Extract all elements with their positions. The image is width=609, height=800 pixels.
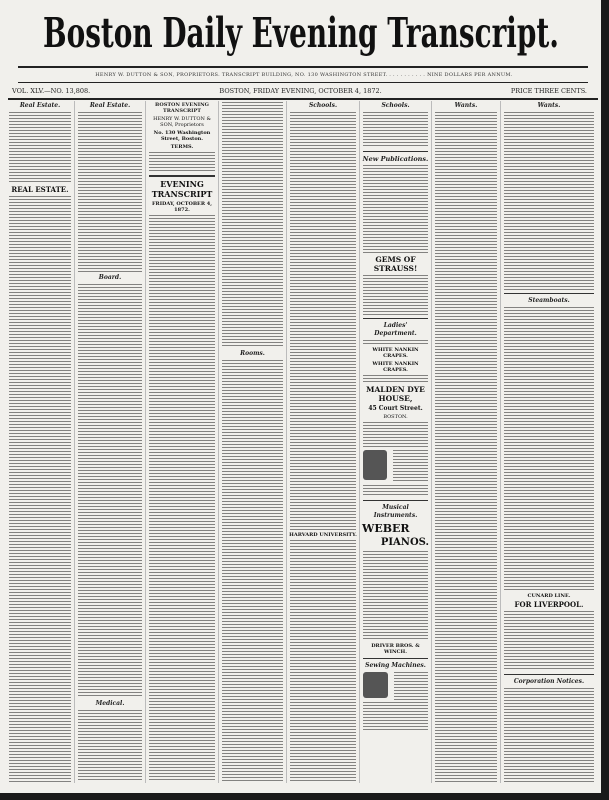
divider [363, 500, 428, 501]
column-wants-2 [501, 101, 597, 783]
divider [149, 175, 215, 177]
proprietors: HENRY W. DUTTON & SON, Proprietors [153, 116, 211, 128]
body-text-block [504, 688, 594, 782]
ad-headline: REAL ESTATE. [11, 185, 69, 194]
rule [18, 66, 588, 68]
section-heading: Steamboats. [528, 297, 570, 304]
section-heading: New Publications. [362, 155, 429, 163]
column-real-estate-1 [6, 101, 75, 783]
column-schools [287, 101, 360, 783]
section-heading: Real Estate. [89, 102, 131, 109]
sewing-machine-illustration [363, 672, 388, 698]
body-text-block [363, 422, 428, 448]
body-text-block [149, 152, 215, 162]
body-text-block [363, 165, 428, 253]
ad-headline: FOR LIVERPOOL. [514, 600, 584, 609]
section-heading: Corporation Notices. [513, 678, 585, 686]
body-text-block [504, 611, 594, 671]
dateline: BOSTON, FRIDAY EVENING, OCTOBER 4, 1872. [219, 87, 382, 95]
imprint-line: HENRY W. DUTTON & SON, PROPRIETORS. TRANSCRIPT BUILDING, NO. 130 WASHINGTON STREET. . . . . . . . . . . NINE DOLLARS PER ANNUM. [95, 72, 513, 78]
column-articles [219, 101, 287, 783]
ad-headline: WHITE NANKIN CRAPES. [372, 347, 419, 359]
body-text-block [363, 375, 428, 383]
section-heading: Medical. [95, 700, 125, 707]
price: PRICE THREE CENTS. [510, 87, 587, 95]
section-heading: Real Estate. [19, 102, 61, 109]
body-text-block [393, 450, 428, 483]
body-text-block [9, 196, 71, 782]
body-text-block [149, 215, 215, 782]
rule [8, 98, 598, 100]
sewing-machine-ad [360, 671, 431, 701]
divider [504, 293, 594, 294]
volume-number: VOL. XLV.—NO. 13,808. [12, 87, 91, 95]
body-text-block [149, 164, 215, 172]
ad-headline: HARVARD UNIVERSITY. [289, 532, 357, 538]
column-publications [360, 101, 432, 783]
divider [363, 318, 428, 319]
ad-city: BOSTON. [383, 414, 408, 421]
ad-headline: PIANOS. [380, 537, 429, 549]
column-editorial [146, 101, 219, 783]
section-heading: Schools. [381, 102, 410, 109]
divider [363, 658, 428, 659]
body-text-block [222, 102, 283, 348]
body-text-block [78, 284, 142, 698]
paper-date: FRIDAY, OCTOBER 4, 1872. [152, 201, 212, 214]
corset-illustration [363, 450, 387, 480]
body-text-block [504, 112, 594, 290]
section-heading: BOSTON EVENING TRANSCRIPT [155, 102, 209, 114]
corset-ad [360, 449, 431, 484]
ad-headline: DRIVER BROS. & WINCH. [371, 643, 420, 656]
column-wants-1 [432, 101, 501, 783]
ad-headline: WEBER [362, 522, 410, 536]
body-text-block [394, 672, 428, 700]
body-text-block [363, 340, 428, 345]
body-text-block [9, 112, 71, 184]
body-text-block [435, 112, 497, 782]
body-text-block [78, 112, 142, 272]
section-heading: Schools. [308, 102, 338, 109]
ad-headline: WHITE NANKIN CRAPES. [372, 361, 419, 373]
column-real-estate-2 [75, 101, 146, 783]
rule [18, 82, 588, 83]
ad-headline: CUNARD LINE. [527, 593, 571, 599]
body-text-block [363, 485, 428, 497]
body-text-block [363, 275, 428, 315]
body-text-block [363, 702, 428, 732]
paper-title: EVENING TRANSCRIPT [151, 179, 213, 199]
body-text-block [363, 112, 428, 148]
section-heading: Rooms. [240, 350, 265, 357]
masthead-title: Boston Daily Evening Transcript. [42, 9, 559, 57]
body-text-block [363, 551, 428, 641]
section-heading: Board. [98, 274, 122, 281]
section-heading: Wants. [454, 102, 478, 109]
body-text-block [290, 112, 356, 530]
divider [504, 674, 594, 675]
divider [363, 151, 428, 152]
body-text-block [290, 540, 356, 782]
section-heading: Musical Instruments. [373, 504, 418, 520]
ad-address: 45 Court Street. [368, 405, 423, 412]
body-text-block [78, 710, 142, 782]
section-heading: Wants. [537, 102, 561, 109]
section-heading: Sewing Machines. [365, 662, 426, 670]
section-heading: Ladies' Department. [374, 322, 417, 337]
ad-headline: GEMS OF STRAUSS! [373, 255, 418, 273]
address: No. 130 Washington Street, Boston. [153, 130, 211, 142]
ad-headline: MALDEN DYE HOUSE, [366, 385, 425, 403]
body-text-block [222, 360, 283, 782]
body-text-block [504, 307, 594, 591]
dateline-row [12, 87, 587, 96]
terms-heading: TERMS. [170, 144, 194, 150]
